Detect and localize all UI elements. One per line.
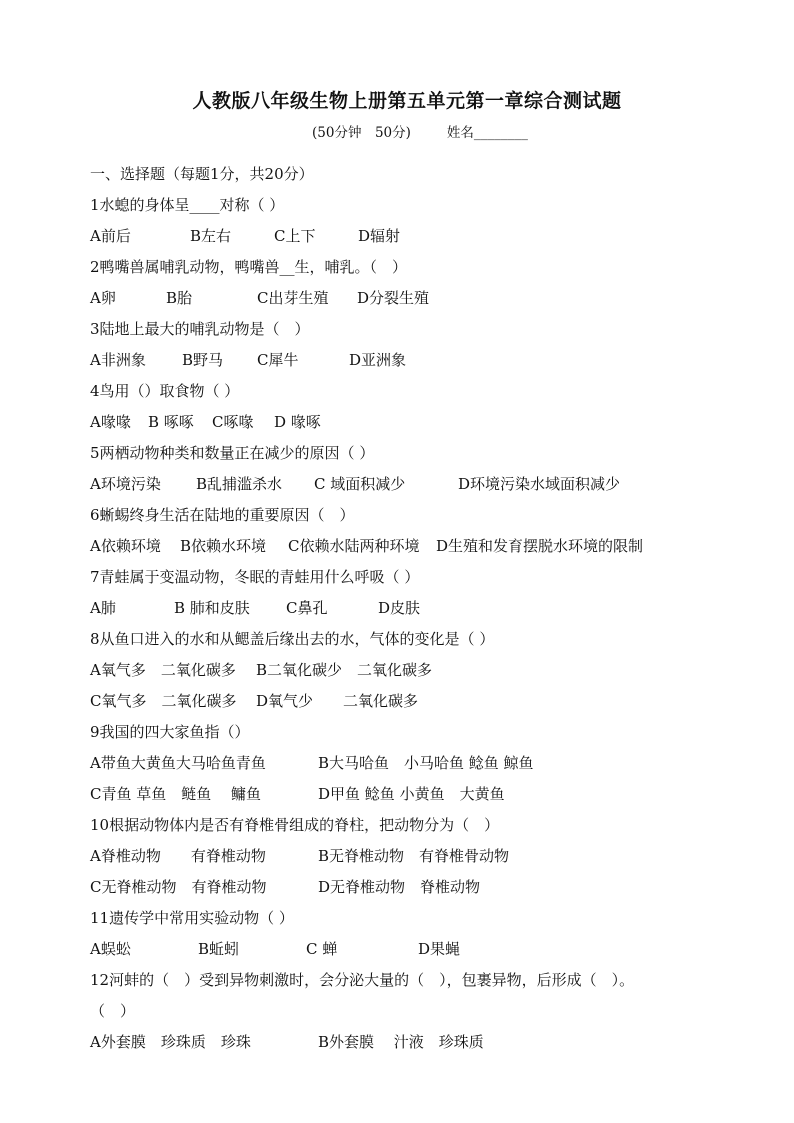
option: D 喙啄	[274, 413, 321, 431]
option: B依赖水环境	[180, 537, 267, 555]
page-title: 人教版八年级生物上册第五单元第一章综合测试题	[192, 90, 622, 112]
option: C犀牛	[257, 351, 299, 369]
question-text: 7青蛙属于变温动物，冬眠的青蛙用什么呼吸（ ）	[90, 568, 420, 586]
question-text: 9我国的四大家鱼指（）	[90, 723, 250, 741]
option: B左右	[190, 227, 232, 245]
options-row	[90, 1032, 740, 1063]
options-row	[90, 660, 740, 691]
question-text: 12河蚌的（ ）受到异物刺激时，会分泌大量的（ ），包裹异物，后形成（ ）。	[90, 971, 635, 989]
exam-info	[312, 121, 528, 141]
option: D生殖和发育摆脱水环境的限制	[436, 537, 644, 555]
option: C出芽生殖	[257, 289, 329, 307]
option: C青鱼 草鱼 鲢鱼 鳙鱼	[90, 785, 262, 803]
option: B蚯蚓	[198, 940, 240, 958]
option: B 啄啄	[148, 413, 194, 431]
option: A前后	[90, 227, 131, 245]
option: C 域面积减少	[314, 475, 406, 493]
option: B胎	[166, 289, 193, 307]
options-row	[90, 288, 740, 319]
option: A依赖环境	[90, 537, 161, 555]
option: C鼻孔	[286, 599, 328, 617]
time-score: (50分钟 50分)	[312, 125, 411, 141]
option: B乱捕滥杀水	[196, 475, 283, 493]
question-text: 10根据动物体内是否有脊椎骨组成的脊柱，把动物分为（ ）	[90, 816, 500, 834]
options-row	[90, 598, 740, 629]
option: A肺	[90, 599, 116, 617]
options-row	[90, 939, 740, 970]
option: C氧气多 二氧化碳多	[90, 692, 237, 710]
question-text-continued: （ ）	[90, 1002, 136, 1020]
options-row	[90, 474, 740, 505]
options-row	[90, 536, 740, 567]
option: A非洲象	[90, 351, 146, 369]
options-row	[90, 753, 740, 784]
name-field-label: 姓名________	[446, 125, 528, 141]
option: A氧气多 二氧化碳多	[90, 661, 236, 679]
option: B 肺和皮肤	[174, 599, 250, 617]
option: C啄喙	[212, 413, 254, 431]
option: B二氧化碳少 二氧化碳多	[256, 661, 433, 679]
question-text: 2鸭嘴兽属哺乳动物，鸭嘴兽__生，哺乳。（ ）	[90, 258, 408, 276]
question-text: 6蜥蜴终身生活在陆地的重要原因（ ）	[90, 506, 355, 524]
options-row	[90, 877, 740, 908]
option: D分裂生殖	[357, 289, 430, 307]
option: A环境污染	[90, 475, 161, 493]
options-row	[90, 691, 740, 722]
option: C无脊椎动物 有脊椎动物	[90, 878, 267, 896]
options-row	[90, 350, 740, 381]
option: C依赖水陆两种环境	[288, 537, 420, 555]
options-row	[90, 846, 740, 877]
option: B野马	[182, 351, 224, 369]
option: D亚洲象	[349, 351, 407, 369]
question-text: 4鸟用（）取食物（ ）	[90, 382, 240, 400]
option: B无脊椎动物 有脊椎骨动物	[318, 847, 510, 865]
option: A蜈蚣	[90, 940, 131, 958]
option: D果蝇	[418, 940, 461, 958]
option: B外套膜 汁液 珍珠质	[318, 1033, 484, 1051]
option: D辐射	[358, 227, 401, 245]
option: B大马哈鱼 小马哈鱼 鲶鱼 鲸鱼	[318, 754, 534, 772]
option: A喙喙	[90, 413, 131, 431]
question-list	[90, 164, 740, 1063]
option: D无脊椎动物 脊椎动物	[318, 878, 481, 896]
options-row	[90, 226, 740, 257]
question-text: 1水螅的身体呈____对称（ ）	[90, 196, 285, 214]
question-text: 11遗传学中常用实验动物（ ）	[90, 909, 294, 927]
section-heading: 一、选择题（每题1分，共20分）	[90, 165, 314, 183]
question-text: 8从鱼口进入的水和从鳃盖后缘出去的水，气体的变化是（ ）	[90, 630, 495, 648]
option: C 蝉	[306, 940, 338, 958]
option: D皮肤	[378, 599, 421, 617]
option: A脊椎动物 有脊椎动物	[90, 847, 266, 865]
question-text: 3陆地上最大的哺乳动物是（ ）	[90, 320, 310, 338]
option: D环境污染水域面积减少	[458, 475, 621, 493]
option: C上下	[274, 227, 316, 245]
option: A外套膜 珍珠质 珍珠	[90, 1033, 251, 1051]
options-row	[90, 412, 740, 443]
option: D氧气少 二氧化碳多	[256, 692, 419, 710]
option: D甲鱼 鲶鱼 小黄鱼 大黄鱼	[318, 785, 505, 803]
question-text: 5两栖动物种类和数量正在减少的原因（ ）	[90, 444, 375, 462]
option: A带鱼大黄鱼大马哈鱼青鱼	[90, 754, 266, 772]
option: A卵	[90, 289, 116, 307]
options-row	[90, 784, 740, 815]
